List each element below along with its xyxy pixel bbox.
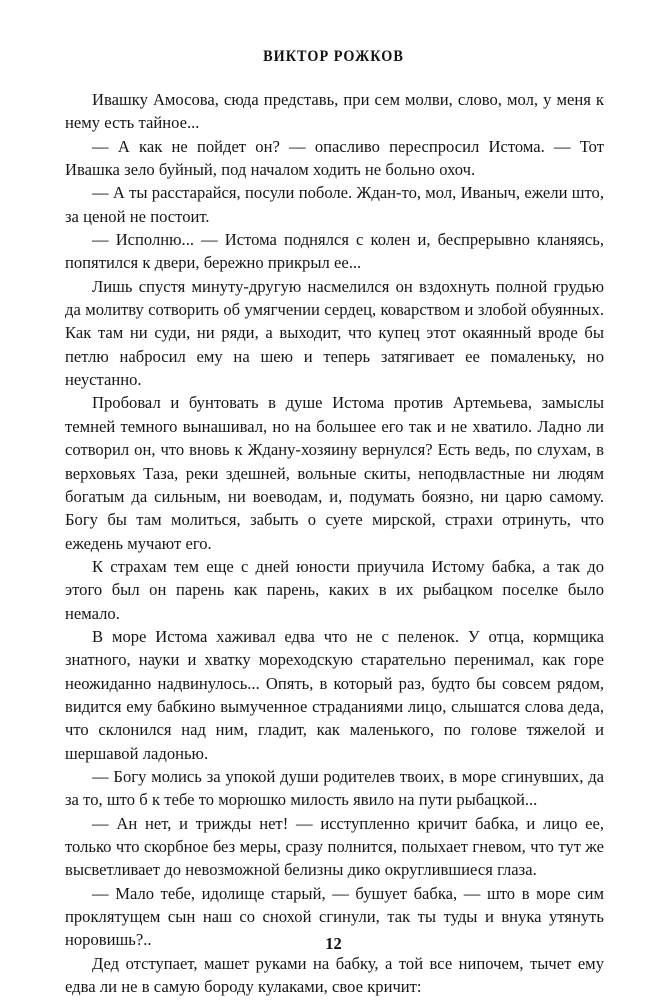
paragraph: — Богу молись за упокой души родителев твоих, в море сгинувших, да за то, што б к тебе то морюшко милость явило на пути рыбацкой...	[65, 766, 604, 810]
paragraph: Пробовал и бунтовать в душе Истома против Артемьева, замыслы темней темного вынашивал, но на большее его так и не хватило. Ладно ли сотворил он, что вновь к Ждану-хозяину вернулся? Есть ведь, по слухам, в верховьях Таза, реки здешней, вольные скиты, неподвластные ни людям богатым да сильным, ни воеводам, и, подумать боязно, ни царю самому. Богу бы там молиться, забыть о суете мирской, страхи отринуть, что ежедень мучают его.	[65, 393, 604, 553]
paragraph: — Исполню... — Истома поднялся с колен и, беспрерывно кланяясь, попятился к двери, бережно прикрыл ее...	[65, 230, 604, 273]
body-text-block	[65, 88, 604, 998]
paragraph: Лишь спустя минуту-другую насмелился он вздохнуть полной грудью да молитву сотворить об умягчении сердец, коварством и злобой обуянных. Как там ни суди, ни ряди, а выходит, что купец этот окаянный вроде бы петлю набросил ему на шею и теперь затягивает ее помаленьку, но неустанно.	[65, 276, 604, 390]
paragraph: Ивашку Амосова, сюда представь, при сем молви, слово, мол, у меня к нему есть тайное...	[65, 90, 604, 133]
running-head-author: ВИКТОР РОЖКОВ	[263, 48, 404, 65]
paragraph: Дед отступает, машет руками на бабку, а той все нипочем, тычет ему едва ли не в самую бороду кулаками, свое кричит:	[65, 953, 604, 997]
paragraph: К страхам тем еще с дней юности приучила Истому бабка, а так до этого был он парень как парень, каких в их рыбацком поселке было немало.	[65, 556, 604, 623]
paragraph: — А ты расстарайся, посули поболе. Ждан-то, мол, Иваныч, ежели што, за ценой не постоит.	[65, 183, 604, 226]
paragraph: — Мало тебе, идолище старый, — бушует бабка, — што в море сим проклятущем сын наш со снохой сгинули, так ты туды и внука утянуть норовишь?..	[65, 883, 604, 950]
paragraph: — Ан нет, и трижды нет! — исступленно кричит бабка, и лицо ее, только что скорбное без меры, сразу полнится, полыхает гневом, что тут же высветливает до невозможной белизны дико округлившиеся глаза.	[65, 813, 604, 880]
paragraph: В море Истома хаживал едва что не с пеленок. У отца, кормщика знатного, науки и хватку мореходскую старательно перенимал, как горе неожиданно надвинулось... Опять, в который раз, будто бы совсем рядом, видится ему бабкино вымученное страданиями лицо, слышатся слова деда, что склонился над ним, гладит, как маленького, по голове тяжелой и шершавой ладонью.	[65, 626, 604, 763]
page-number: 12	[325, 934, 342, 953]
paragraph: — А как не пойдет он? — опасливо переспросил Истома. — Тот Ивашка зело буйный, под началом ходить не больно охоч.	[65, 136, 604, 180]
